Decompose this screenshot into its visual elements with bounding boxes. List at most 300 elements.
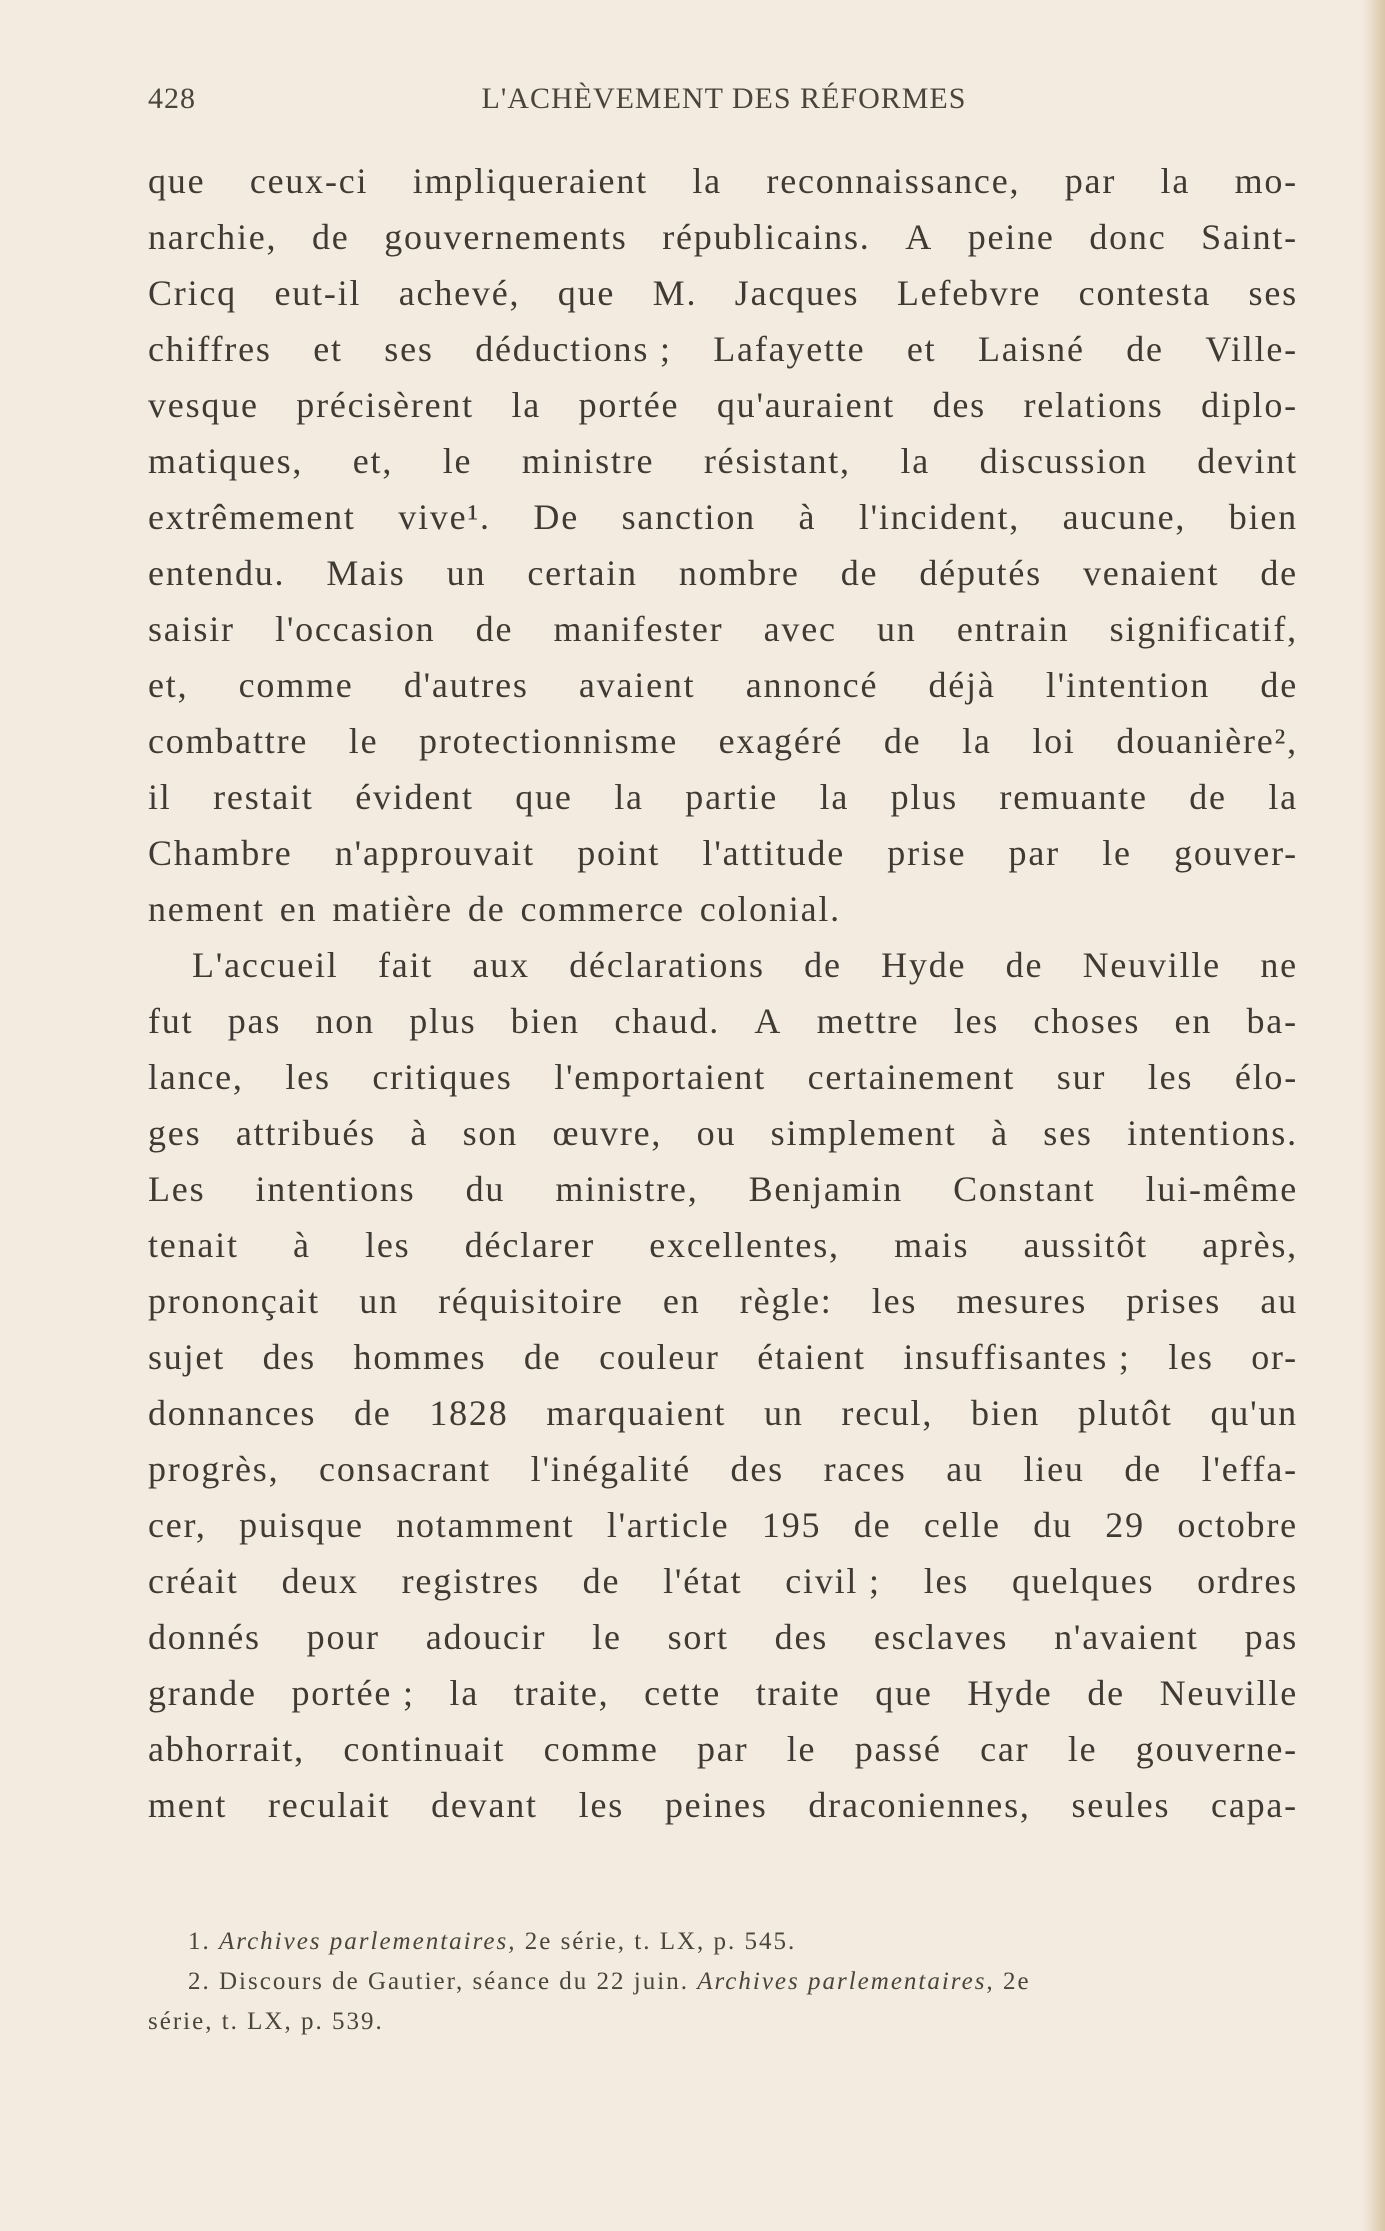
word: le <box>442 441 473 481</box>
word: entrain <box>956 609 1070 649</box>
word: la <box>614 777 644 817</box>
word: bien <box>970 1393 1041 1433</box>
word: registres <box>401 1561 540 1601</box>
word: car <box>980 1729 1030 1769</box>
word: bien <box>510 1001 580 1041</box>
word: abhorrait, <box>148 1729 305 1769</box>
word: et, <box>352 441 394 481</box>
word: en <box>662 1281 701 1321</box>
text-line <box>148 657 1298 713</box>
word: impliqueraient <box>412 161 648 201</box>
word: mesures <box>956 1281 1088 1321</box>
text-line <box>148 1273 1298 1329</box>
word: l'attitude <box>702 833 845 873</box>
word: déclarer <box>464 1225 596 1265</box>
word: commerce <box>520 889 685 929</box>
body-text <box>148 153 1298 1833</box>
word: le <box>786 1729 817 1769</box>
word: critiques <box>372 1057 513 1097</box>
word: qu'un <box>1210 1393 1298 1433</box>
word: du <box>1033 1505 1073 1545</box>
word: de <box>1126 329 1164 369</box>
word: fut <box>148 1001 194 1041</box>
text-line <box>148 1161 1298 1217</box>
word: pas <box>1244 1617 1298 1657</box>
word: précisèrent <box>296 385 474 425</box>
word: deux <box>281 1561 359 1601</box>
word: colonial. <box>699 889 841 929</box>
text-line <box>148 601 1298 657</box>
text-line <box>148 433 1298 489</box>
word: De <box>533 497 579 537</box>
word: à <box>293 1225 311 1265</box>
word: sort <box>667 1617 729 1657</box>
word: manifester <box>553 609 724 649</box>
word: du <box>465 1169 506 1209</box>
word: vesque <box>148 385 259 425</box>
word: la <box>900 441 931 481</box>
word: ba- <box>1246 1001 1298 1041</box>
word: non <box>315 1001 375 1041</box>
word: saisir <box>148 609 235 649</box>
word: peine <box>967 217 1055 257</box>
word: pour <box>306 1617 380 1657</box>
page-header <box>148 82 1300 122</box>
word: attribués <box>235 1113 376 1153</box>
word: contesta <box>1078 273 1212 313</box>
word: devint <box>1197 441 1298 481</box>
word: mais <box>894 1225 970 1265</box>
word: de <box>523 1337 562 1377</box>
word: l'article <box>606 1505 730 1545</box>
word: matiques, <box>148 441 304 481</box>
word: eut-il <box>274 273 362 313</box>
word: L'accueil <box>192 945 339 985</box>
word: résistant, <box>703 441 851 481</box>
word: entendu. <box>148 553 286 593</box>
word: l'état <box>663 1561 743 1601</box>
text-line <box>148 1497 1298 1553</box>
word: étaient <box>757 1337 866 1377</box>
word: gouvernements <box>384 217 628 257</box>
footnote-source-title: Archives parlementaires, <box>697 1968 995 1995</box>
word: fait <box>377 945 434 985</box>
word: son <box>462 1113 519 1153</box>
word: œuvre, <box>552 1113 663 1153</box>
word: qu'auraient <box>716 385 896 425</box>
word: des <box>774 1617 829 1657</box>
word: le <box>1067 1729 1098 1769</box>
word: la <box>511 385 542 425</box>
word: l'effa- <box>1201 1449 1298 1489</box>
word: un <box>359 1281 399 1321</box>
word: que <box>515 777 573 817</box>
word: à <box>991 1113 1009 1153</box>
word: portée ; <box>291 1673 415 1713</box>
text-line <box>148 489 1298 545</box>
word: ou <box>696 1113 737 1153</box>
word: exagéré <box>718 721 844 761</box>
word: significatif, <box>1109 609 1298 649</box>
word: vive¹. <box>398 497 491 537</box>
word: Laisné <box>977 329 1085 369</box>
word: des <box>730 1449 784 1489</box>
word: simplement <box>770 1113 957 1153</box>
word: capa- <box>1211 1785 1298 1825</box>
word: des <box>932 385 986 425</box>
word: A <box>754 1001 783 1041</box>
word: aussitôt <box>1023 1225 1148 1265</box>
word: à <box>410 1113 429 1153</box>
word: puisque <box>239 1505 364 1545</box>
text-line <box>148 1553 1298 1609</box>
word: continuait <box>343 1729 506 1769</box>
word: de <box>1124 1449 1162 1489</box>
word: combattre <box>148 721 309 761</box>
word: créait <box>148 1561 239 1601</box>
word: reconnaissance, <box>766 161 1021 201</box>
word: restait <box>213 777 314 817</box>
word: gouver- <box>1174 833 1298 873</box>
word: que <box>557 273 616 313</box>
text-line <box>148 1049 1298 1105</box>
word: Constant <box>953 1169 1096 1209</box>
word: le <box>592 1617 622 1657</box>
word: 29 <box>1105 1505 1145 1545</box>
text-line <box>148 1385 1298 1441</box>
word: le <box>348 721 379 761</box>
footnote-2-continuation: série, t. LX, p. 539. <box>148 2008 384 2035</box>
word: mettre <box>816 1001 920 1041</box>
word: M. <box>652 273 698 313</box>
word: en <box>1174 1001 1213 1041</box>
page-number: 428 <box>148 82 196 115</box>
text-line <box>148 377 1298 433</box>
word: Benjamin <box>748 1169 903 1209</box>
word: les <box>953 1001 1000 1041</box>
word: plus <box>409 1001 477 1041</box>
footnote-number: 1. <box>188 1928 211 1955</box>
word: protectionnisme <box>419 721 678 761</box>
word: de <box>353 1393 392 1433</box>
word: après, <box>1202 1225 1298 1265</box>
word: les <box>578 1785 625 1825</box>
word: les <box>1168 1337 1214 1377</box>
word: 1828 <box>429 1393 509 1433</box>
text-line <box>148 1217 1298 1273</box>
word: civil ; <box>785 1561 881 1601</box>
word: déjà <box>928 665 996 705</box>
word: des <box>262 1337 316 1377</box>
word: nombre <box>678 553 800 593</box>
word: Hyde <box>967 1673 1053 1713</box>
word: par <box>1064 161 1117 201</box>
word: comme <box>543 1729 659 1769</box>
word: traite, <box>513 1673 610 1713</box>
word: gouverne- <box>1135 1729 1298 1769</box>
word: la <box>449 1673 480 1713</box>
text-line <box>148 1721 1298 1777</box>
word: sanction <box>621 497 756 537</box>
word: draconiennes, <box>808 1785 1031 1825</box>
word: discussion <box>979 441 1148 481</box>
word: prises <box>1126 1281 1222 1321</box>
text-line <box>148 937 1298 993</box>
word: esclaves <box>873 1617 1009 1657</box>
word: avec <box>763 609 837 649</box>
word: donnés <box>148 1617 261 1657</box>
word: quelques <box>1011 1561 1155 1601</box>
word: déclarations <box>569 945 765 985</box>
word: aux <box>472 945 530 985</box>
word: Les <box>148 1169 206 1209</box>
word: seules <box>1071 1785 1171 1825</box>
text-line <box>148 881 1298 937</box>
word: marquaient <box>546 1393 727 1433</box>
word: traite <box>755 1673 841 1713</box>
word: de <box>1260 665 1298 705</box>
text-line <box>148 1329 1298 1385</box>
word: portée <box>578 385 680 425</box>
word: le <box>1102 833 1132 873</box>
word: et <box>313 329 343 369</box>
word: un <box>446 553 487 593</box>
word: passé <box>854 1729 942 1769</box>
word: Mais <box>326 553 406 593</box>
text-line <box>148 825 1298 881</box>
word: 195 <box>761 1505 822 1545</box>
word: nement <box>148 889 265 929</box>
text-line <box>148 545 1298 601</box>
word: la <box>692 161 722 201</box>
word: insuffisantes ; <box>903 1337 1131 1377</box>
word: ges <box>148 1113 202 1153</box>
word: venaient <box>1082 553 1220 593</box>
word: sur <box>1056 1057 1107 1097</box>
word: Cricq <box>148 273 237 313</box>
word: chiffres <box>148 329 272 369</box>
word: de <box>1005 945 1044 985</box>
word: choses <box>1033 1001 1141 1041</box>
word: couleur <box>599 1337 720 1377</box>
footnote-2 <box>148 1962 1298 2002</box>
word: la <box>962 721 992 761</box>
word: intentions. <box>1127 1113 1298 1153</box>
word: les <box>285 1057 331 1097</box>
word: douanière², <box>1116 721 1298 761</box>
word: républicains. <box>662 217 871 257</box>
footnote-tail: 2e <box>1002 1968 1031 1995</box>
word: prise <box>887 833 967 873</box>
word: réquisitoire <box>438 1281 624 1321</box>
word: lieu <box>1023 1449 1085 1489</box>
word: au <box>946 1449 984 1489</box>
word: ment <box>148 1785 228 1825</box>
word: plus <box>890 777 958 817</box>
word: donc <box>1089 217 1167 257</box>
word: l'incident, <box>858 497 1021 537</box>
word: loi <box>1032 721 1076 761</box>
word: pas <box>227 1001 282 1041</box>
word: d'autres <box>403 665 529 705</box>
word: un <box>764 1393 804 1433</box>
word: de <box>311 217 350 257</box>
word: ses <box>384 329 434 369</box>
word: n'avaient <box>1054 1617 1199 1657</box>
word: narchie, <box>148 217 278 257</box>
word: ordres <box>1197 1561 1298 1601</box>
word: déductions ; <box>475 329 672 369</box>
word: devant <box>431 1785 538 1825</box>
word: de <box>1189 777 1227 817</box>
word: excellentes, <box>649 1225 840 1265</box>
word: plutôt <box>1077 1393 1173 1433</box>
word: sujet <box>148 1337 225 1377</box>
footnote-1 <box>148 1922 1298 1962</box>
word: règle: <box>739 1281 833 1321</box>
word: Neuville <box>1082 945 1221 985</box>
word: n'approuvait <box>334 833 535 873</box>
word: mo- <box>1234 161 1298 201</box>
word: et <box>906 329 937 369</box>
word: octobre <box>1177 1505 1298 1545</box>
word: l'occasion <box>275 609 436 649</box>
word: races <box>823 1449 907 1489</box>
word: lui-même <box>1145 1169 1298 1209</box>
word: ses <box>1248 273 1298 313</box>
word: intentions <box>255 1169 416 1209</box>
word: de <box>840 553 879 593</box>
word: la <box>819 777 850 817</box>
word: ministre <box>521 441 655 481</box>
word: Neuville <box>1159 1673 1298 1713</box>
word: par <box>1008 833 1060 873</box>
word: ne <box>1260 945 1298 985</box>
word: progrès, <box>148 1449 280 1489</box>
word: reculait <box>267 1785 391 1825</box>
word: la <box>1268 777 1298 817</box>
text-line <box>148 1665 1298 1721</box>
word: que <box>148 161 206 201</box>
word: grande <box>148 1673 257 1713</box>
word: adoucir <box>425 1617 547 1657</box>
word: la <box>1160 161 1191 201</box>
text-line <box>148 1105 1298 1161</box>
word: annoncé <box>745 665 879 705</box>
word: consacrant <box>319 1449 491 1489</box>
footnote-lead: Discours de Gautier, séance du 22 juin. <box>219 1968 689 1995</box>
word: et, <box>148 665 189 705</box>
word: par <box>697 1729 749 1769</box>
word: de <box>1087 1673 1125 1713</box>
word: aucune, <box>1062 497 1187 537</box>
footnote-number: 2. <box>188 1968 211 1995</box>
word: un <box>877 609 917 649</box>
word: députés <box>919 553 1042 593</box>
text-line <box>148 993 1298 1049</box>
word: remuante <box>999 777 1148 817</box>
word: ses <box>1043 1113 1093 1153</box>
word: comme <box>238 665 354 705</box>
text-line <box>148 265 1298 321</box>
word: hommes <box>353 1337 487 1377</box>
word: Lefebvre <box>896 273 1042 313</box>
word: achevé, <box>398 273 521 313</box>
word: Saint- <box>1201 217 1298 257</box>
text-line <box>148 769 1298 825</box>
word: or- <box>1251 1337 1298 1377</box>
text-line <box>148 713 1298 769</box>
footnote-reference: 2e série, t. LX, p. 545. <box>524 1928 797 1955</box>
text-line <box>148 1609 1298 1665</box>
word: de <box>475 609 514 649</box>
word: de <box>582 1561 621 1601</box>
word: de <box>853 1505 892 1545</box>
word: élo- <box>1234 1057 1298 1097</box>
word: ministre, <box>555 1169 699 1209</box>
word: de <box>1260 553 1298 593</box>
word: bien <box>1228 497 1298 537</box>
footnotes <box>148 1922 1298 2042</box>
running-title: L'ACHÈVEMENT DES RÉFORMES <box>481 82 967 115</box>
word: donnances <box>148 1393 317 1433</box>
word: les <box>365 1225 411 1265</box>
word: évident <box>355 777 474 817</box>
word: A <box>905 217 934 257</box>
word: recul, <box>841 1393 934 1433</box>
word: Lafayette <box>713 329 866 369</box>
word: Chambre <box>148 833 293 873</box>
word: lance, <box>148 1057 244 1097</box>
word: notamment <box>396 1505 575 1545</box>
word: Hyde <box>881 945 967 985</box>
word: cette <box>644 1673 722 1713</box>
word: ceux-ci <box>249 161 369 201</box>
word: au <box>1260 1281 1298 1321</box>
word: partie <box>685 777 779 817</box>
word: tenait <box>148 1225 239 1265</box>
word: de <box>883 721 922 761</box>
word: matière <box>332 889 453 929</box>
word: extrêmement <box>148 497 356 537</box>
word: certainement <box>807 1057 1016 1097</box>
word: à <box>798 497 817 537</box>
word: il <box>148 777 172 817</box>
word: les <box>871 1281 918 1321</box>
word: Ville- <box>1205 329 1298 369</box>
text-line <box>148 1441 1298 1497</box>
word: les <box>1147 1057 1194 1097</box>
word: point <box>577 833 661 873</box>
word: que <box>875 1673 933 1713</box>
word: de <box>804 945 842 985</box>
word: l'emportaient <box>554 1057 767 1097</box>
text-line <box>148 153 1298 209</box>
word: certain <box>527 553 638 593</box>
word: en <box>279 889 318 929</box>
text-line <box>148 209 1298 265</box>
word: de <box>467 889 506 929</box>
word: chaud. <box>614 1001 721 1041</box>
word: les <box>923 1561 970 1601</box>
page-edge-shadow <box>1363 0 1385 2231</box>
word: peines <box>664 1785 768 1825</box>
footnote-source-title: Archives parlementaires, <box>219 1928 517 1955</box>
word: prononçait <box>148 1281 320 1321</box>
text-line <box>148 1777 1298 1833</box>
word: cer, <box>148 1505 207 1545</box>
text-line <box>148 321 1298 377</box>
